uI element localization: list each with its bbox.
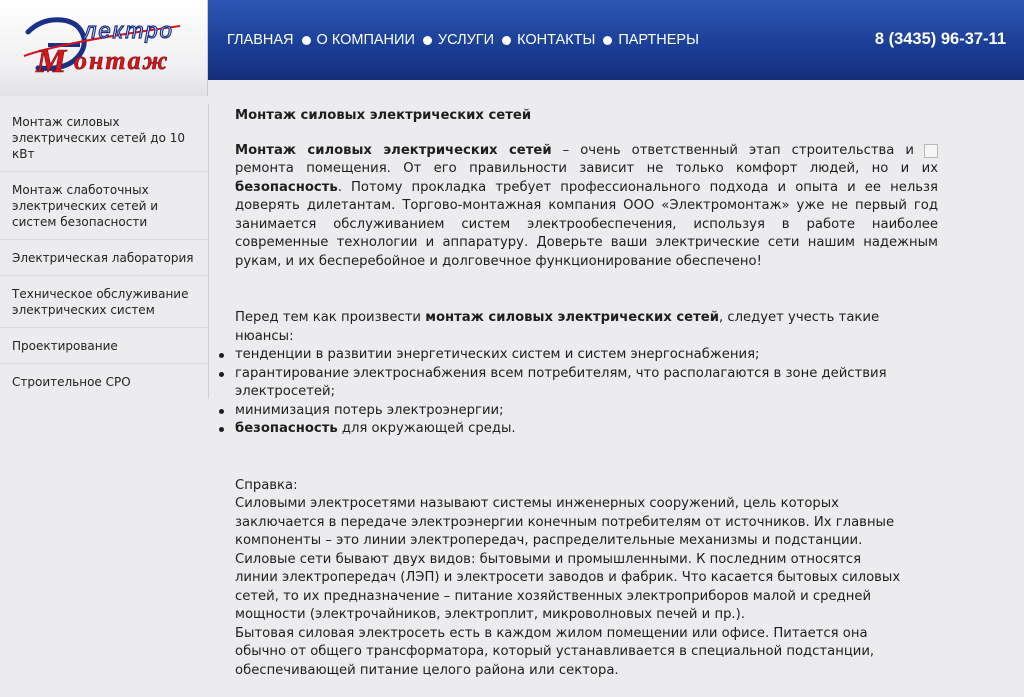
nav-label[interactable]: О КОМПАНИИ <box>316 32 415 48</box>
main-content <box>235 104 938 680</box>
page-title: Монтаж силовых электрических сетей <box>235 108 532 123</box>
sidebar-item-sro[interactable]: Строительное СРО <box>12 375 131 389</box>
list-item: минимизация потерь электроэнергии; <box>235 402 938 421</box>
list-item-text: для окружающей среды. <box>337 421 516 436</box>
phone-number: 8 (3435) 96-37-11 <box>874 30 1006 48</box>
nav-label[interactable]: УСЛУГИ <box>437 32 495 48</box>
nav-item-services[interactable] <box>415 32 494 48</box>
main-nav <box>227 32 699 48</box>
nuances-list <box>235 346 938 439</box>
intro-paragraph <box>235 142 938 272</box>
nav-label[interactable]: ПАРТНЕРЫ <box>618 32 699 48</box>
reference-paragraph: Бытовая силовая электросеть есть в каждом жилом помещении или офисе. Питается она обычно от общего трансформатора, который устанавливается в специальной подстанции, обеспечивающей питание целого района или сектора. <box>235 625 875 678</box>
lead-text: , следует учесть такие нюансы: <box>235 310 880 344</box>
logo[interactable] <box>0 0 208 96</box>
sidebar-item-design[interactable]: Проектирование <box>0 328 208 364</box>
list-item-bold: безопасность <box>235 421 338 436</box>
list-item: тенденции в развитии энергетических систем и систем энергоснабжения; <box>235 346 938 365</box>
nav-item-home[interactable] <box>227 32 294 48</box>
svg-text:лектро: лектро <box>84 18 174 43</box>
nav-item-partners[interactable] <box>595 32 699 48</box>
nav-item-about[interactable] <box>294 32 415 48</box>
header-bar <box>208 0 1024 80</box>
reference-heading: Справка: <box>235 477 298 493</box>
bullet-dot-icon <box>603 36 612 45</box>
svg-text:М: М <box>36 43 67 78</box>
reference-paragraph: Силовыми электросетями называют системы инженерных сооружений, цель которых заключается в передаче электроэнергии конечным потребителям от источников. Их главные компоненты – это линии электропередач, распределительные механизмы и подстанции. <box>235 496 895 548</box>
sidebar-item-low-voltage[interactable]: Монтаж слаботочных электрических сетей и систем безопасности <box>0 172 208 240</box>
broken-image-icon <box>924 144 938 158</box>
lead-bold: монтаж силовых электрических сетей <box>425 310 719 325</box>
reference-section <box>235 477 907 681</box>
sidebar-item-maintenance[interactable]: Техническое обслуживание электрических систем <box>0 276 208 328</box>
bullet-dot-icon <box>423 36 432 45</box>
intro-text: . Потому прокладка требует профессионального подхода и опыта и ее нельзя доверять дилетантам. Торгово-монтажная компания ООО «Электромонтаж» уже не первый год занимается обслуживанием систем электрообеспечения, используя в работе наиболее современные технологии и аппаратуру. Доверьте ваши электрические сети нашим надежным рукам, и их бесперебойное и долговечное функционирование обеспечено! <box>235 179 938 269</box>
logo-graphic <box>22 12 188 78</box>
list-item <box>235 420 938 439</box>
lead-paragraph <box>235 309 938 346</box>
sidebar-item-power-networks[interactable]: Монтаж силовых электрических сетей до 10 кВт <box>0 104 208 172</box>
nav-label[interactable]: ГЛАВНАЯ <box>227 32 294 48</box>
intro-bold: Монтаж силовых электрических сетей <box>235 142 552 158</box>
reference-paragraph: Силовые сети бывают двух видов: бытовыми и промышленными. К последним относятся линии электропередач (ЛЭП) и электросети заводов и фабрик. Что касается бытовых силовых сетей, то их предназначение – питание хозяйственных электроприборов малой и средней мощности (электрочайников, электроплит, микроволновых печей и пр.). <box>235 551 901 622</box>
nav-label[interactable]: КОНТАКТЫ <box>517 32 596 48</box>
intro-text: – очень ответственный этап строительства и ремонта помещения. От его правильности зависит не только комфорт людей, но и их <box>235 142 938 176</box>
sidebar <box>0 104 209 399</box>
lead-text: Перед тем как произвести <box>235 310 426 325</box>
intro-bold-safety: безопасность <box>235 179 338 195</box>
bullet-dot-icon <box>302 36 311 45</box>
list-item: гарантирование электроснабжения всем потребителям, что располагаются в зоне действия электросетей; <box>235 365 938 402</box>
svg-text:онтаж: онтаж <box>74 46 170 75</box>
bullet-dot-icon <box>502 36 511 45</box>
nav-item-contacts[interactable] <box>494 32 595 48</box>
sidebar-item-laboratory[interactable]: Электрическая лаборатория <box>0 240 208 276</box>
